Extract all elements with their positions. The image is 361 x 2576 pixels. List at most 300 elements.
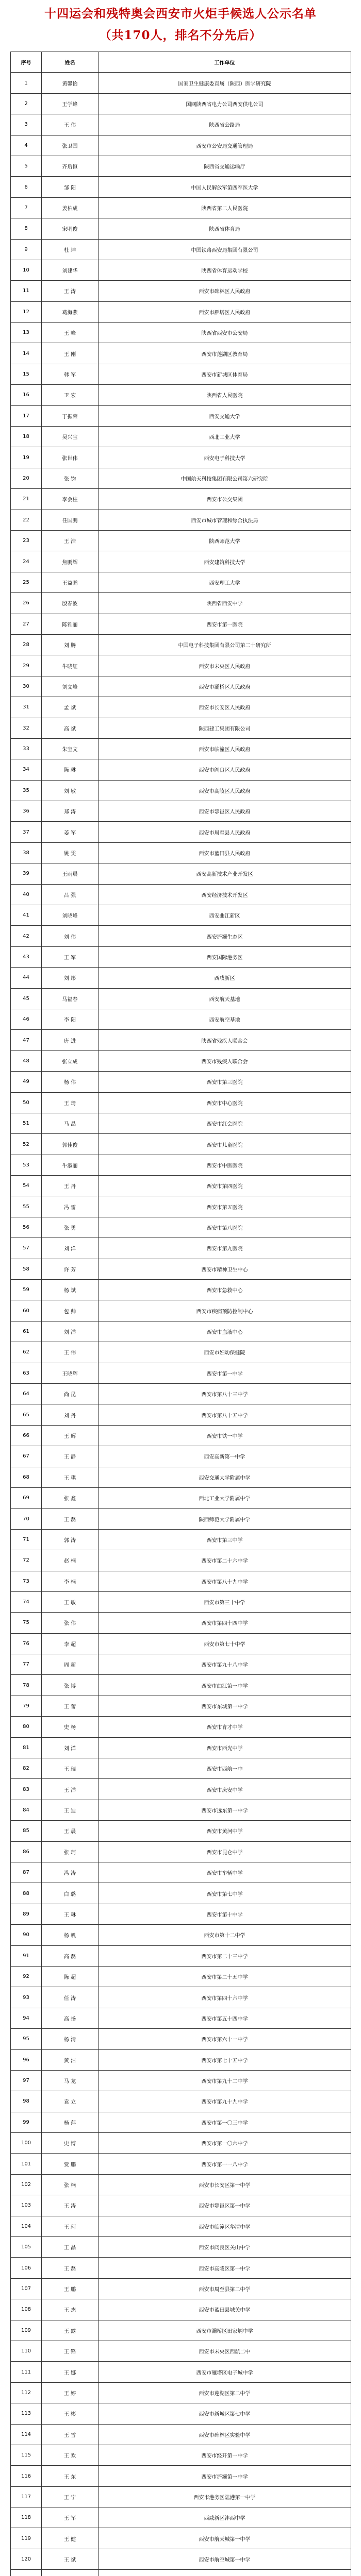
employer: 西安市碑林区人民政府 [99,281,351,301]
row-index: 71 [11,1529,42,1550]
table-row [11,301,351,322]
employer: 中国电子科技集团有限公司第二十研究所 [99,634,351,655]
table-row [11,1987,351,2008]
row-index: 4 [11,135,42,156]
table-row [11,2112,351,2132]
employer: 西安交通大学 [99,405,351,426]
employer: 西安市庆安中学 [99,1779,351,1800]
candidate-name: 张 珂 [42,1841,99,1862]
header-employer: 工作单位 [99,52,351,73]
row-index: 76 [11,1633,42,1654]
row-index: 38 [11,842,42,863]
table-row [11,2362,351,2382]
row-index: 30 [11,676,42,697]
table-row [11,260,351,280]
row-index: 80 [11,1717,42,1737]
candidate-name: 高 磊 [42,1945,99,1966]
candidate-name: 任国鹏 [42,510,99,530]
candidate-name: 张 勇 [42,1217,99,1238]
table-row [11,1821,351,1841]
row-index: 75 [11,1613,42,1633]
employer: 西安市碑林区实验中学 [99,2424,351,2445]
row-index: 39 [11,863,42,884]
table-row [11,343,351,364]
row-index: 81 [11,1737,42,1758]
employer: 西安建筑科技大学 [99,551,351,572]
employer: 西安市西航一中 [99,1758,351,1779]
candidate-name: 王 雪 [42,2424,99,2445]
row-index: 61 [11,1321,42,1342]
table-row [11,2403,351,2424]
row-index: 52 [11,1134,42,1155]
employer: 西安市红会医院 [99,1113,351,1133]
candidate-name: 韩 军 [42,364,99,384]
candidate-name: 黄 洁 [42,2049,99,2070]
employer: 西安理工大学 [99,572,351,592]
table-row [11,1300,351,1321]
title-block [0,0,361,49]
table-row [11,1591,351,1612]
table-row [11,676,351,697]
row-index: 70 [11,1509,42,1529]
row-index: 40 [11,884,42,905]
candidate-name: 邹 阳 [42,177,99,197]
table-row [11,946,351,967]
candidate-name: 赵 楠 [42,1550,99,1571]
table-row [11,1280,351,1300]
employer: 西安市莲湖区教育局 [99,343,351,364]
table-row [11,1217,351,1238]
row-index: 24 [11,551,42,572]
candidate-name: 王 辉 [42,1425,99,1446]
row-index: 86 [11,1841,42,1862]
table-row [11,1321,351,1342]
employer: 西安市第九十二中学 [99,2070,351,2091]
row-index: 44 [11,968,42,988]
candidate-name: 王 迪 [42,1800,99,1820]
table-row [11,2445,351,2465]
row-index: 74 [11,1591,42,1612]
row-index: 105 [11,2237,42,2258]
employer: 西安市高陵区人民政府 [99,780,351,801]
employer: 西安市第六十一中学 [99,2029,351,2049]
candidate-name: 杨 伟 [42,1072,99,1092]
row-index: 32 [11,718,42,738]
row-index: 7 [11,197,42,218]
row-index: 3 [11,114,42,135]
candidate-name: 冯 涛 [42,1862,99,1883]
table-row [11,988,351,1009]
row-index: 118 [11,2507,42,2528]
table-row [11,551,351,572]
employer: 西安经济技术开发区 [99,884,351,905]
employer: 西安市港务区陆港第一中学 [99,2486,351,2507]
table-row [11,489,351,510]
employer: 西安电子科技大学 [99,447,351,468]
candidate-name: 吴兴宝 [42,427,99,447]
row-index: 47 [11,1030,42,1050]
row-index: 66 [11,1425,42,1446]
row-index: 48 [11,1050,42,1071]
table-row [11,926,351,946]
table-row [11,614,351,634]
table-row [11,759,351,780]
page-subtitle: （共170人，排名不分先后） [99,28,262,42]
candidate-name: 郑 涛 [42,801,99,822]
employer: 西安市中医医院 [99,1155,351,1175]
candidate-name: 王 洋 [42,1779,99,1800]
row-index: 101 [11,2154,42,2174]
employer: 西安市阎良区关山中学 [99,2237,351,2258]
table-row [11,2549,351,2569]
candidate-name: 唐 进 [42,1030,99,1050]
candidate-name: 王 锋 [42,2341,99,2361]
employer: 西安市第七中学 [99,1883,351,1904]
row-index: 8 [11,218,42,239]
employer: 西安市雁塔区电子城中学 [99,2362,351,2382]
table-row [11,1487,351,1508]
candidate-name: 王 刚 [42,343,99,364]
table-row [11,1509,351,1529]
row-index: 99 [11,2112,42,2132]
employer: 西安市第三医院 [99,1072,351,1092]
table-row [11,1883,351,1904]
row-index: 2 [11,93,42,114]
candidate-name: 王益鹏 [42,572,99,592]
row-index: 112 [11,2382,42,2403]
row-index: 1 [11,73,42,93]
employer: 西安市妇幼保健院 [99,1342,351,1363]
employer: 中国铁路西安局集团有限公司 [99,239,351,260]
candidate-name: 王 斌 [42,2549,99,2569]
candidate-name: 刘 洋 [42,1321,99,1342]
table-row [11,718,351,738]
table-row [11,385,351,405]
table-row [11,2154,351,2174]
employer: 西安市未央区西航二中 [99,2341,351,2361]
row-index: 120 [11,2549,42,2569]
employer: 西安市第十二中学 [99,1925,351,1945]
table-row [11,863,351,884]
table-row [11,1779,351,1800]
candidate-name: 尚 昆 [42,1384,99,1404]
candidate-name: 王 丹 [42,1176,99,1196]
candidate-name: 王 伟 [42,1342,99,1363]
table-row [11,1134,351,1155]
employer: 西安市第九十八中学 [99,1654,351,1675]
candidate-name: 周 新 [42,1654,99,1675]
candidate-name: 刘 洋 [42,1737,99,1758]
candidate-name: 王 峰 [42,323,99,343]
table-header-row [11,52,351,73]
table-row [11,2029,351,2049]
row-index: 78 [11,1675,42,1696]
table-row [11,1446,351,1467]
candidate-name: 吕 强 [42,884,99,905]
table-row [11,1550,351,1571]
row-index: 15 [11,364,42,384]
candidate-name: 姜 军 [42,822,99,842]
table-row [11,1072,351,1092]
employer: 陕西省公路局 [99,114,351,135]
table-row [11,2299,351,2320]
table-row [11,2466,351,2486]
table-row [11,1384,351,1404]
employer: 国家卫生健康委直属（陕西）医学研究院 [99,73,351,93]
row-index: 69 [11,1487,42,1508]
row-index: 72 [11,1550,42,1571]
table-row [11,1571,351,1591]
row-index: 46 [11,1009,42,1029]
employer: 陕西省第二人民医院 [99,197,351,218]
candidate-name: 王 琳 [42,1904,99,1924]
employer: 西安市精神卫生中心 [99,1259,351,1279]
table-row [11,2133,351,2154]
candidate-name: 王 涛 [42,2195,99,2216]
employer: 西安市公交集团 [99,489,351,510]
table-row [11,842,351,863]
employer: 西安市长安区人民政府 [99,697,351,718]
row-index: 68 [11,1467,42,1487]
candidate-name: 张 博 [42,1675,99,1696]
employer: 西安市第九十九中学 [99,2091,351,2112]
candidate-name: 殷春波 [42,593,99,614]
candidate-name: 张卫国 [42,135,99,156]
table-row [11,364,351,384]
row-index: 12 [11,301,42,322]
row-index: 26 [11,593,42,614]
candidate-name: 刘 彤 [42,968,99,988]
row-index: 107 [11,2278,42,2299]
table-row [11,156,351,176]
row-index: 96 [11,2049,42,2070]
candidate-name: 贾 鹏 [42,2154,99,2174]
candidate-name: 张 鑫 [42,1487,99,1508]
candidate-name: 张 伟 [42,1613,99,1633]
candidate-name: 郭 涛 [42,1529,99,1550]
employer: 西安市周至县人民政府 [99,822,351,842]
employer: 西安市长安区第一中学 [99,2174,351,2195]
table-body [11,73,351,2576]
candidate-name: 杨 萍 [42,2112,99,2132]
row-index: 34 [11,759,42,780]
candidate-name: 焦鹏辉 [42,551,99,572]
table-row [11,1904,351,1924]
table-row [11,1363,351,1383]
candidate-name: 刘 丹 [42,1404,99,1425]
candidate-name: 杨 清 [42,2029,99,2049]
table-row [11,634,351,655]
candidate-name: 王 欢 [42,2445,99,2465]
row-index: 79 [11,1696,42,1716]
candidate-name: 史 博 [42,2133,99,2154]
candidate-name: 王 东 [42,2466,99,2486]
table-row [11,738,351,759]
employer: 西安市第三十中学 [99,1591,351,1612]
candidate-name: 高 斌 [42,718,99,738]
employer: 西安市第七十五中学 [99,2049,351,2070]
candidate-name: 王 军 [42,2507,99,2528]
candidate-name: 王 磊 [42,1509,99,1529]
table-row [11,530,351,551]
header-index: 序号 [11,52,42,73]
employer: 陕西师范大学 [99,530,351,551]
row-index: 11 [11,281,42,301]
table-row [11,2091,351,2112]
employer: 中国人民解放军第四军医大学 [99,177,351,197]
employer: 西安市灞桥区人民政府 [99,676,351,697]
employer: 西安市远东第一中学 [99,1800,351,1820]
row-index: 64 [11,1384,42,1404]
table-row [11,697,351,718]
employer: 西安市新城区第七中学 [99,2403,351,2424]
table-row [11,1259,351,1279]
candidate-name: 王 伟 [42,114,99,135]
candidate-name: 王 涛 [42,281,99,301]
row-index: 57 [11,1238,42,1259]
candidate-name [42,2570,99,2576]
table-row [11,218,351,239]
table-row [11,1425,351,1446]
candidate-name: 丁振荣 [42,405,99,426]
employer: 陕西省体育运动学校 [99,260,351,280]
candidate-name: 王 彬 [42,2403,99,2424]
employer: 西安市铁一中学 [99,1425,351,1446]
employer: 西安市未央区人民政府 [99,655,351,676]
candidate-name: 马 龙 [42,2070,99,2091]
employer: 西安市中心医院 [99,1092,351,1113]
candidate-name: 齐后恒 [42,156,99,176]
table-row [11,822,351,842]
candidate-name: 王 军 [42,946,99,967]
employer: 西安市航空城第一中学 [99,2549,351,2569]
employer: 西安市公安局交通管理局 [99,135,351,156]
table-row [11,2049,351,2070]
table-row [11,2195,351,2216]
row-index: 21 [11,489,42,510]
row-index: 18 [11,427,42,447]
employer: 西安市鄠邑区人民政府 [99,801,351,822]
row-index: 9 [11,239,42,260]
row-index: 37 [11,822,42,842]
employer: 西安市第一〇六中学 [99,2133,351,2154]
candidate-name: 郭佳俊 [42,1134,99,1155]
table-row [11,1155,351,1175]
candidate-name: 牛淑丽 [42,1155,99,1175]
candidate-name: 张 钧 [42,468,99,488]
employer: 西安市第一一八中学 [99,2154,351,2174]
table-row [11,1633,351,1654]
candidate-name: 王 鹏 [42,2278,99,2299]
table-row [11,2258,351,2278]
table-row [11,114,351,135]
candidate-name: 任 涛 [42,1987,99,2008]
table-row [11,2216,351,2236]
table-row [11,468,351,488]
table-row [11,447,351,468]
table-row [11,1238,351,1259]
employer: 国网陕西省电力公司西安供电公司 [99,93,351,114]
row-index: 25 [11,572,42,592]
employer: 西安市第二十六中学 [99,1550,351,1571]
table-row [11,73,351,93]
row-index: 35 [11,780,42,801]
table-row [11,1613,351,1633]
table-row [11,1092,351,1113]
candidate-name: 孟 斌 [42,697,99,718]
table-row [11,1654,351,1675]
table-row [11,1467,351,1487]
table-row [11,323,351,343]
employer: 西安市临潼区华清中学 [99,2216,351,2236]
row-index: 56 [11,1217,42,1238]
employer: 西安市城市管理和综合执法局 [99,510,351,530]
employer: 陕西省残疾人联合会 [99,1030,351,1050]
employer: 西安高新第一中学 [99,1446,351,1467]
row-index: 104 [11,2216,42,2236]
candidate-name: 王 瑞 [42,1758,99,1779]
candidate-name: 王 敏 [42,1591,99,1612]
employer: 西安市临潼区人民政府 [99,738,351,759]
employer: 西安市蓝田县人民政府 [99,842,351,863]
candidate-name: 王晓辉 [42,1363,99,1383]
row-index: 102 [11,2174,42,2195]
row-index: 28 [11,634,42,655]
candidate-name: 张世伟 [42,447,99,468]
employer: 陕西建工集团有限公司 [99,718,351,738]
row-index: 55 [11,1196,42,1217]
candidate-name: 卫 宏 [42,385,99,405]
row-index: 113 [11,2403,42,2424]
employer: 西安市高陵区第一中学 [99,2258,351,2278]
row-index: 63 [11,1363,42,1383]
candidate-name: 刘 敏 [42,780,99,801]
row-index: 17 [11,405,42,426]
table-row [11,905,351,926]
employer: 西安市第四十四中学 [99,1613,351,1633]
employer: 西安市蓝田县城关中学 [99,2299,351,2320]
employer: 西安市第九医院 [99,1238,351,1259]
employer: 中国航天科技集团有限公司第六研究院 [99,468,351,488]
row-index: 31 [11,697,42,718]
table-row [11,2507,351,2528]
employer: 西安市第五医院 [99,1196,351,1217]
candidate-name: 王雨晨 [42,863,99,884]
table-row [11,1841,351,1862]
table-row [11,655,351,676]
row-index: 10 [11,260,42,280]
candidate-name: 王 晶 [42,2237,99,2258]
candidate-name: 王 琦 [42,1092,99,1113]
employer: 西安市第七十中学 [99,1633,351,1654]
employer: 西北工业大学附属中学 [99,1487,351,1508]
candidate-name: 马福春 [42,988,99,1009]
row-index: 13 [11,323,42,343]
employer: 西安市浐灞第一中学 [99,2466,351,2486]
employer: 西安市第三中学 [99,1529,351,1550]
employer: 西安市第四十六中学 [99,1987,351,2008]
table-row [11,1009,351,1029]
employer: 西安航天基地 [99,988,351,1009]
table-row [11,1030,351,1050]
candidate-name: 白 璐 [42,1883,99,1904]
row-index: 27 [11,614,42,634]
candidate-name: 高 扬 [42,2008,99,2028]
employer: 西安市航天城第一中学 [99,2528,351,2549]
row-index: 85 [11,1821,42,1841]
row-index: 91 [11,1945,42,1966]
candidate-name: 冯 雷 [42,1196,99,1217]
